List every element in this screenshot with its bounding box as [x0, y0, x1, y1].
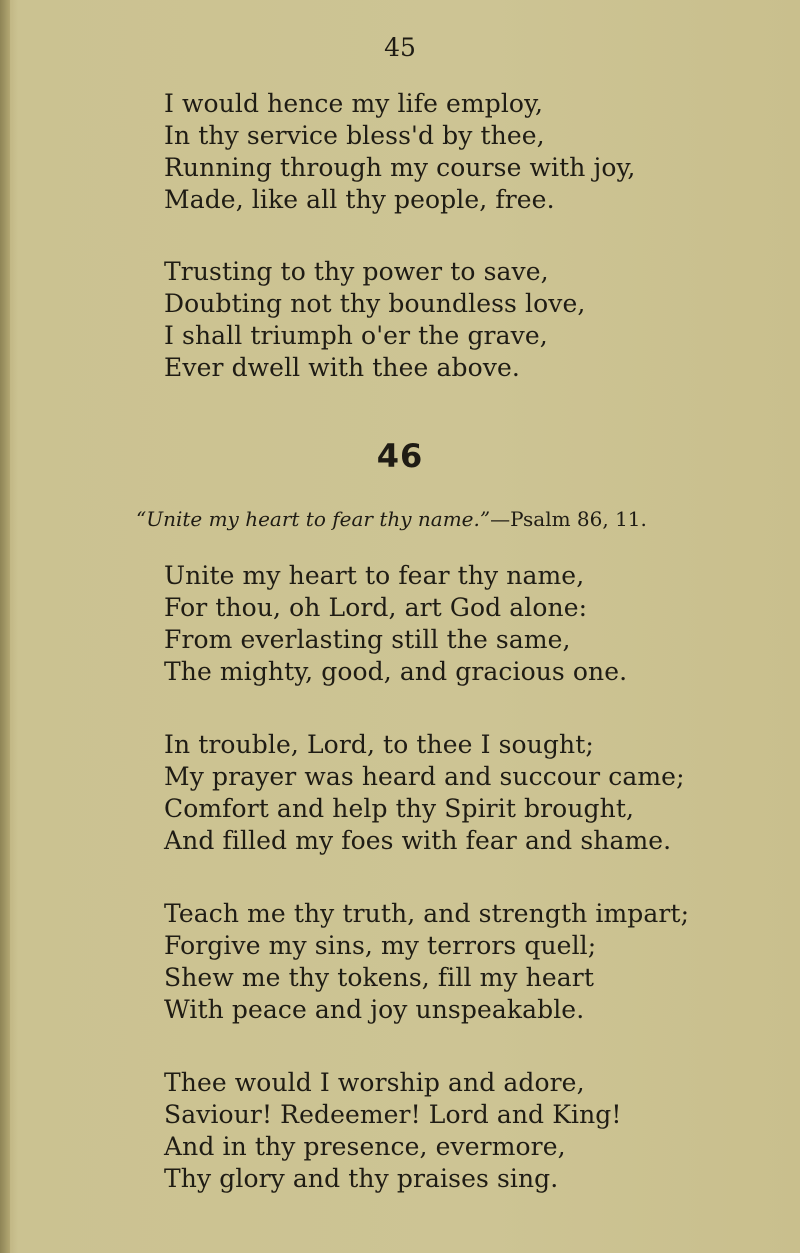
verse-line: Ever dwell with thee above.	[164, 353, 520, 382]
verse-line: In trouble, Lord, to thee I sought;	[164, 730, 594, 759]
verse-line: Made, like all thy people, free.	[164, 185, 555, 214]
hymn-stanza-2	[164, 729, 764, 857]
hymn-epigraph	[136, 506, 647, 532]
verse-line: In thy service bless'd by thee,	[164, 121, 545, 150]
book-spine-shadow	[0, 0, 10, 1253]
epigraph-source: —Psalm 86, 11.	[490, 507, 647, 531]
verse-line: From everlasting still the same,	[164, 625, 571, 654]
epigraph-quote: “Unite my heart to fear thy name.”	[136, 507, 491, 531]
hymn-stanza-3	[164, 898, 764, 1026]
hymn-stanza-1	[164, 560, 764, 688]
verse-line: I would hence my life employ,	[164, 89, 544, 118]
verse-line: Doubting not thy boundless love,	[164, 289, 586, 318]
previous-hymn-stanza-2	[164, 256, 764, 384]
verse-line: And filled my foes with fear and shame.	[164, 826, 672, 855]
verse-line: For thou, oh Lord, art God alone:	[164, 593, 588, 622]
hymn-stanza-4	[164, 1067, 764, 1195]
verse-line: I shall triumph o'er the grave,	[164, 321, 548, 350]
verse-line: Comfort and help thy Spirit brought,	[164, 794, 635, 823]
verse-line: Forgive my sins, my terrors quell;	[164, 931, 597, 960]
hymn-number: 46	[376, 437, 424, 475]
verse-line: Thy glory and thy praises sing.	[164, 1164, 559, 1193]
verse-line: The mighty, good, and gracious one.	[164, 657, 628, 686]
verse-line: With peace and joy unspeakable.	[164, 995, 585, 1024]
verse-line: And in thy presence, evermore,	[164, 1132, 566, 1161]
verse-line: Teach me thy truth, and strength impart;	[164, 899, 690, 928]
verse-line: Thee would I worship and adore,	[164, 1068, 585, 1097]
previous-hymn-stanza-1	[164, 88, 764, 216]
verse-line: Running through my course with joy,	[164, 153, 636, 182]
verse-line: Trusting to thy power to save,	[164, 257, 549, 286]
verse-line: My prayer was heard and succour came;	[164, 762, 685, 791]
page-number: 45	[384, 33, 416, 62]
verse-line: Shew me thy tokens, fill my heart	[164, 963, 594, 992]
verse-line: Saviour! Redeemer! Lord and King!	[164, 1100, 622, 1129]
verse-line: Unite my heart to fear thy name,	[164, 561, 585, 590]
